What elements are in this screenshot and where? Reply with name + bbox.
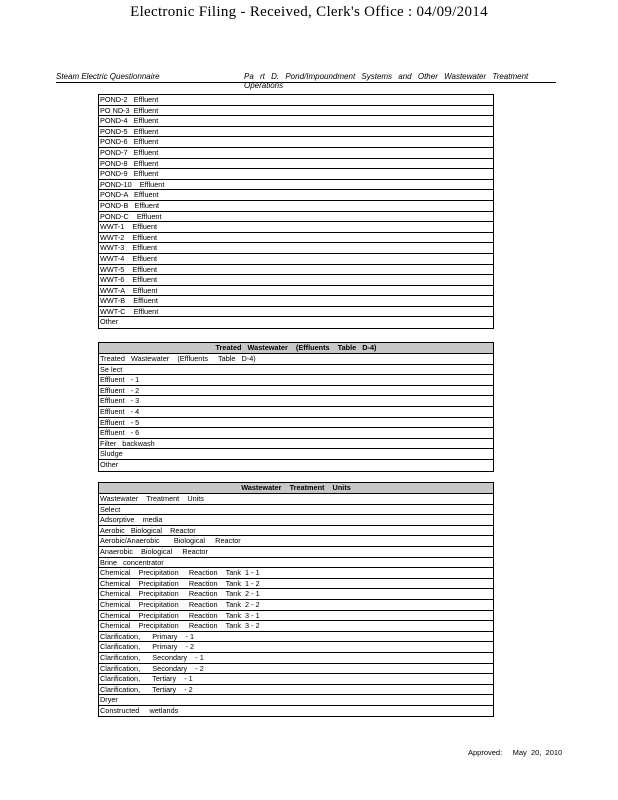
effluent-list-table: [98, 94, 494, 329]
table-row: Effluent - 2: [99, 386, 493, 397]
table-row: WWT-1 Effluent: [99, 222, 493, 233]
table-row: Clarification, Secondary - 1: [99, 653, 493, 664]
table-row: WWT-A Effluent: [99, 286, 493, 297]
wastewater-treatment-units-table-title: Wastewater Treatment Units: [99, 483, 493, 494]
table-row: Adsorptive media: [99, 515, 493, 526]
table-row: POND-8 Effluent: [99, 159, 493, 170]
table-row: Chemical Precipitation Reaction Tank 2 - 2: [99, 600, 493, 611]
table-row: WWT-C Effluent: [99, 307, 493, 318]
table-row: POND-4 Effluent: [99, 116, 493, 127]
table-row: Clarification, Primary - 1: [99, 632, 493, 643]
table-row: Clarification, Tertiary - 1: [99, 674, 493, 685]
table-row: POND-5 Effluent: [99, 127, 493, 138]
table-row: Aerobic/Anaerobic Biological Reactor: [99, 536, 493, 547]
treated-wastewater-table-title: Treated Wastewater (Effluents Table D-4): [99, 343, 493, 354]
table-row: Sludge: [99, 449, 493, 460]
section-subheader: [56, 72, 556, 90]
table-row: Clarification, Primary - 2: [99, 642, 493, 653]
table-row: Effluent - 4: [99, 407, 493, 418]
table-row: POND-A Effluent: [99, 190, 493, 201]
table-row: WWT-6 Effluent: [99, 275, 493, 286]
table-row: Chemical Precipitation Reaction Tank 3 - 1: [99, 611, 493, 622]
table-row: Other: [100, 317, 119, 327]
table-row: Effluent - 5: [99, 418, 493, 429]
questionnaire-title: Steam Electric Questionnaire: [56, 72, 160, 81]
table-row: Brine concentrator: [99, 558, 493, 569]
table-row: Clarification, Tertiary - 2: [99, 685, 493, 696]
table-row: Select: [99, 505, 493, 516]
table-row: Chemical Precipitation Reaction Tank 3 - 2: [99, 621, 493, 632]
table-row: Aerobic Biological Reactor: [99, 526, 493, 537]
table-row: WWT-B Effluent: [99, 296, 493, 307]
table-row: Constructed wetlands: [100, 705, 179, 715]
table-row: Dryer: [99, 695, 493, 706]
table-row: Treated Wastewater (Effluents Table D-4): [99, 354, 493, 365]
table-row: POND-10 Effluent: [99, 180, 493, 191]
table-row: POND-B Effluent: [99, 201, 493, 212]
table-row: WWT-2 Effluent: [99, 233, 493, 244]
table-row: POND-2 Effluent: [99, 95, 493, 106]
table-row: Chemical Precipitation Reaction Tank 1 - 2: [99, 579, 493, 590]
table-row: POND-7 Effluent: [99, 148, 493, 159]
table-row: Chemical Precipitation Reaction Tank 2 - 1: [99, 589, 493, 600]
table-row: WWT-3 Effluent: [99, 243, 493, 254]
table-row: Other: [100, 459, 119, 469]
table-row: Effluent - 3: [99, 396, 493, 407]
treated-wastewater-table: [98, 342, 494, 472]
table-row: Wastewater Treatment Units: [99, 494, 493, 505]
table-row: POND-6 Effluent: [99, 137, 493, 148]
table-row: POND-C Effluent: [99, 212, 493, 223]
table-row: Se lect: [99, 365, 493, 376]
table-row: Anaerobic Biological Reactor: [99, 547, 493, 558]
wastewater-treatment-units-table: [98, 482, 494, 717]
table-row: PO ND-3 Effluent: [99, 106, 493, 117]
table-row: Effluent - 6: [99, 428, 493, 439]
table-row: Clarification, Secondary - 2: [99, 664, 493, 675]
table-row: WWT-5 Effluent: [99, 265, 493, 276]
table-row: Effluent - 1: [99, 375, 493, 386]
table-row: Filter backwash: [99, 439, 493, 450]
table-row: POND-9 Effluent: [99, 169, 493, 180]
approved-date: Approved: May 20, 2010: [468, 748, 563, 757]
table-row: WWT-4 Effluent: [99, 254, 493, 265]
filing-header: Electronic Filing - Received, Clerk's Office : 04/09/2014: [130, 4, 488, 20]
part-title: Pa rt D. Pond/Impoundment Systems and Other Wastewater Treatment Operations: [244, 72, 529, 90]
table-row: Chemical Precipitation Reaction Tank 1 - 1: [99, 568, 493, 579]
